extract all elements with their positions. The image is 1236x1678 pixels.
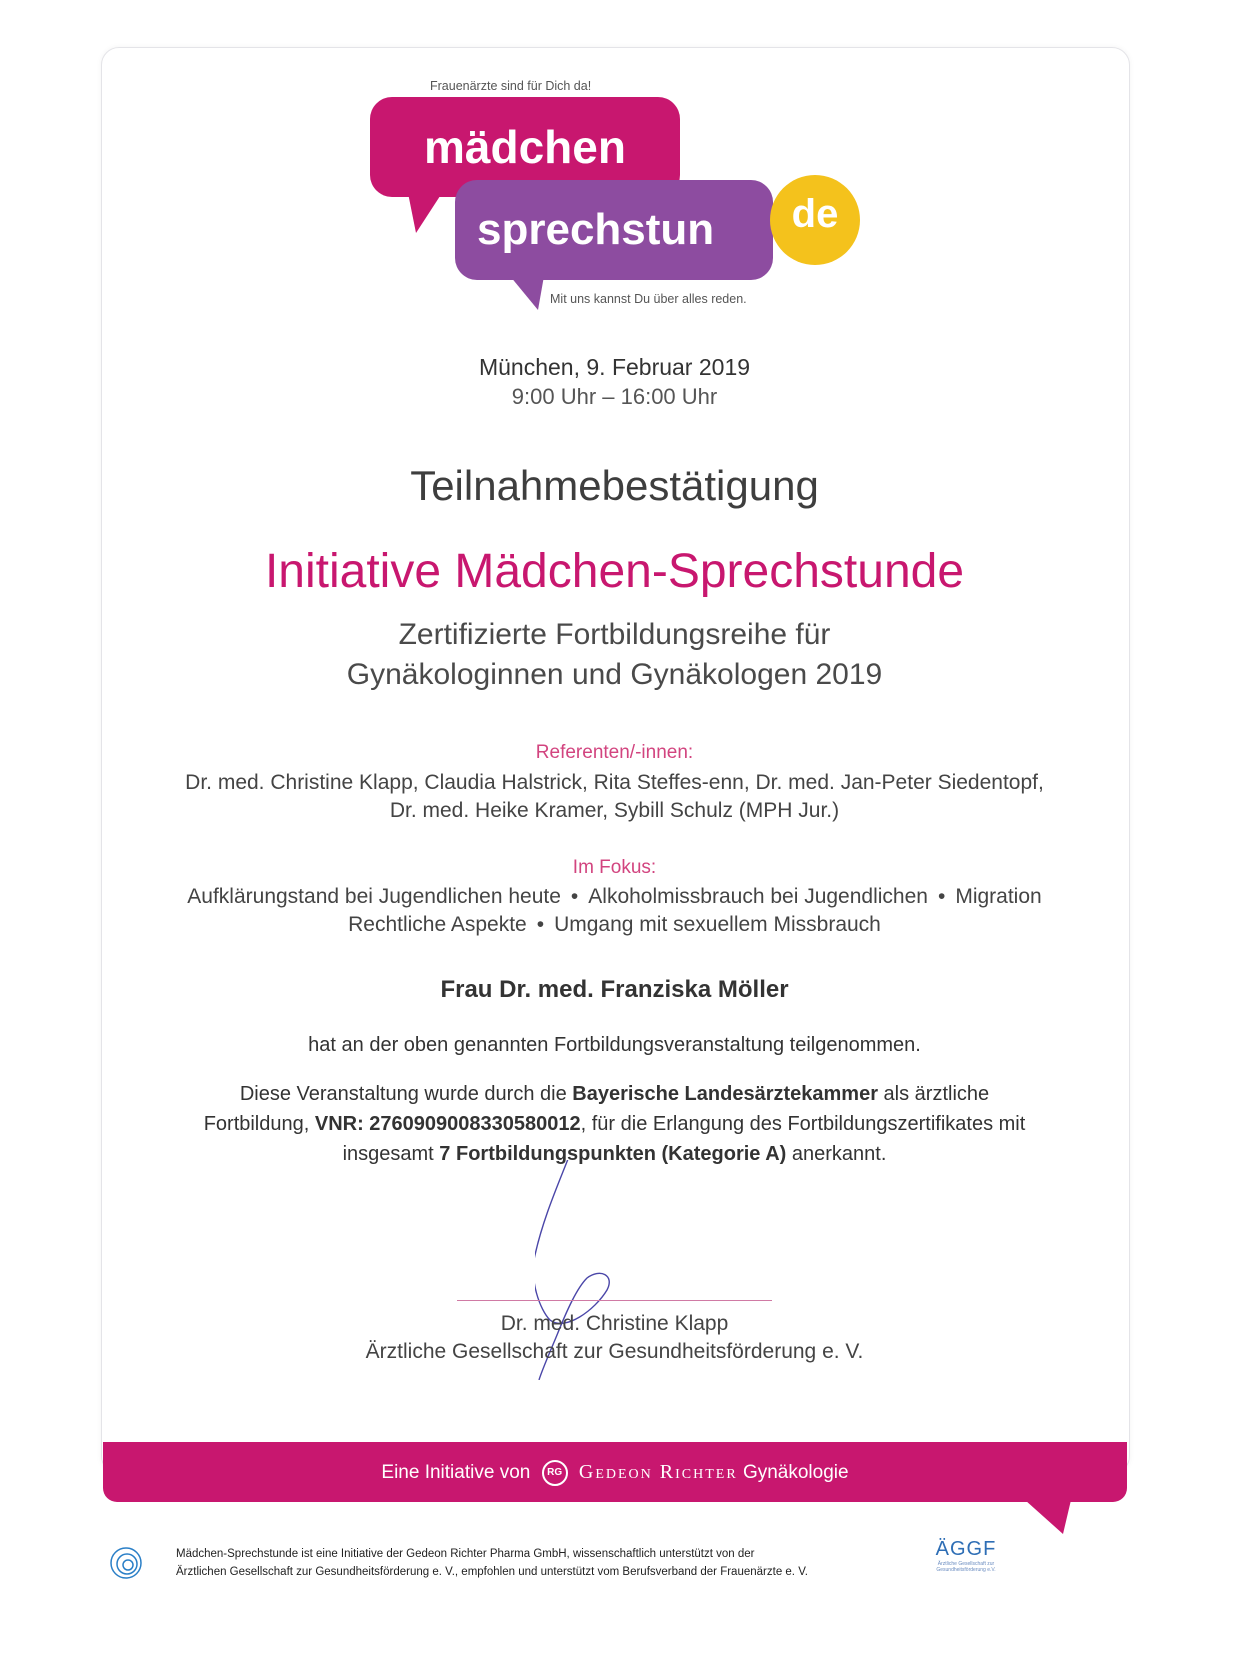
signature-line [457, 1300, 772, 1301]
logo-word-sprechstun: sprechstun [455, 180, 773, 280]
initiative-banner [103, 1442, 1127, 1502]
focus-topic: Rechtliche Aspekte [348, 913, 527, 936]
maedchen-sprechstunde-logo [370, 75, 880, 325]
logo-pink-tail [408, 193, 442, 233]
chamber-name: Bayerische Landesärztekammer [572, 1083, 878, 1105]
speakers-label: Referenten/-innen: [535, 742, 694, 763]
focus-topic: Aufklärungstand bei Jugendlichen heute [187, 885, 561, 908]
certificate-title: Teilnahmebestätigung [410, 462, 819, 509]
banner-suffix: Gynäkologie [742, 1462, 849, 1483]
logo-tagline-bottom: Mit uns kannst Du über alles reden. [550, 292, 747, 306]
initiative-headline: Initiative Mädchen-Sprechstunde [264, 545, 965, 598]
bullet-separator: • [937, 885, 946, 908]
banner-prefix: Eine Initiative von [381, 1462, 531, 1483]
logo-purple-tail [510, 276, 544, 310]
signer-organization: Ärztliche Gesellschaft zur Gesundheitsförderung e. V. [365, 1340, 864, 1363]
speakers-line-1: Dr. med. Christine Klapp, Claudia Halstrick, Rita Steffes-enn, Dr. med. Jan-Peter Siedentopf, [185, 771, 1044, 794]
text-segment: insgesamt [342, 1143, 440, 1165]
event-time: 9:00 Uhr – 16:00 Uhr [511, 384, 718, 409]
credit-points: 7 Fortbildungspunkten (Kategorie A) [439, 1143, 787, 1165]
subtitle-line-2: Gynäkologinnen und Gynäkologen 2019 [346, 658, 883, 691]
banner-company: Gedeon Richter [578, 1461, 738, 1483]
bullet-separator: • [536, 913, 545, 936]
logo-word-maedchen: mädchen [370, 97, 680, 197]
speakers-line-2: Dr. med. Heike Kramer, Sybill Schulz (MPH Jur.) [389, 799, 840, 822]
banner-tail [1025, 1500, 1071, 1534]
accreditation-line-2 [101, 1113, 1128, 1136]
aggf-logo-subtext: Ärztliche Gesellschaft zur Gesundheitsförderung e.V. [936, 1561, 996, 1573]
focus-label: Im Fokus: [572, 857, 657, 878]
logo-tagline-top: Frauenärzte sind für Dich da! [430, 79, 592, 93]
event-date: München, 9. Februar 2019 [478, 354, 751, 380]
focus-topic: Migration [955, 885, 1042, 908]
signer-name: Dr. med. Christine Klapp [500, 1312, 729, 1335]
focus-topic: Umgang mit sexuellem Missbrauch [554, 913, 881, 936]
bullet-separator: • [570, 885, 579, 908]
recipient-name: Frau Dr. med. Franziska Möller [440, 976, 789, 1003]
focus-topic: Alkoholmissbrauch bei Jugendlichen [588, 885, 928, 908]
subtitle-line-1: Zertifizierte Fortbildungsreihe für [398, 618, 831, 651]
gedeon-richter-logo-icon: RG [542, 1460, 568, 1486]
text-segment: anerkannt. [786, 1143, 887, 1165]
text-segment: Diese Veranstaltung wurde durch die [239, 1083, 573, 1105]
text-segment: Fortbildung, [203, 1113, 315, 1135]
swirl-logo-icon [108, 1545, 144, 1581]
focus-line-1 [101, 885, 1128, 909]
text-segment: , für die Erlangung des Fortbildungszertifikates mit [580, 1113, 1026, 1135]
footer-line-1: Mädchen-Sprechstunde ist eine Initiative der Gedeon Richter Pharma GmbH, wissenschaftlich unterstützt von der [176, 1548, 755, 1560]
accreditation-line-1 [101, 1083, 1128, 1106]
footer-text [176, 1545, 936, 1581]
focus-line-2 [101, 913, 1128, 937]
attendance-statement: hat an der oben genannten Fortbildungsveranstaltung teilgenommen. [308, 1034, 921, 1056]
aggf-logo-word: ÄGGF [935, 1538, 997, 1560]
footer-line-2: Ärztlichen Gesellschaft zur Gesundheitsförderung e. V., empfohlen und unterstützt vom Berufsverband der Frauenärzte e. V. [176, 1566, 809, 1578]
text-segment: als ärztliche [878, 1083, 990, 1105]
aggf-logo [931, 1538, 1001, 1573]
vnr-number: VNR: 2760909008330580012 [314, 1113, 581, 1135]
logo-word-de: de [770, 175, 860, 265]
